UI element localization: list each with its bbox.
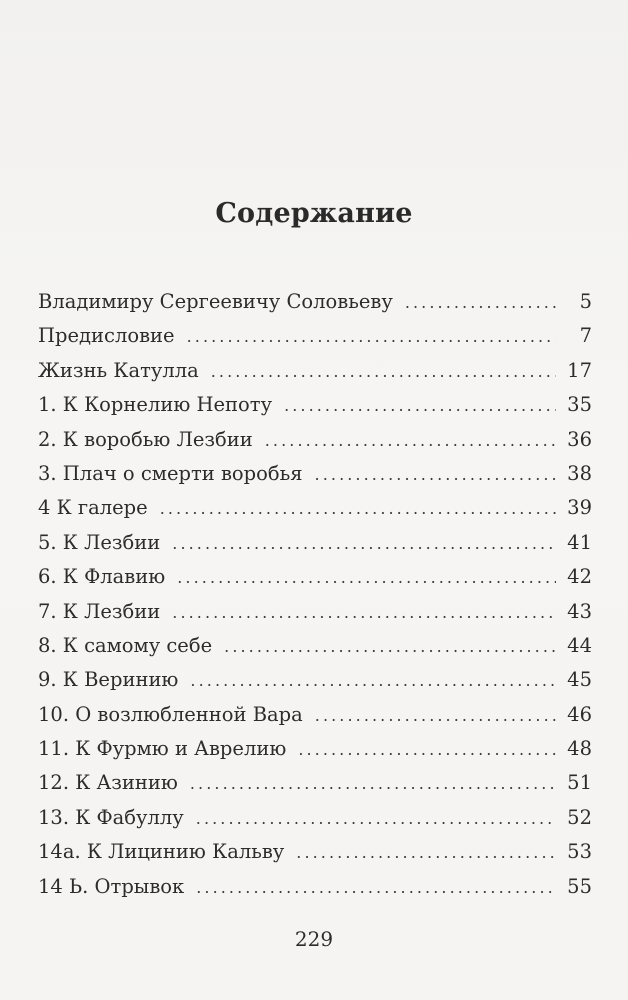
toc-entry-page: 39 [567, 496, 592, 520]
toc-entry-label: 1. К Корнелию Непоту [38, 393, 273, 417]
toc-entry-page: 45 [567, 668, 592, 692]
toc-entry-label: Владимиру Сергеевичу Соловьеву [38, 290, 393, 313]
toc-entry-page: 42 [567, 565, 592, 589]
toc-entry-page: 38 [567, 461, 592, 485]
toc-entry [38, 354, 592, 388]
dot-leader [284, 389, 556, 423]
dot-leader [298, 733, 556, 767]
toc-entry-page: 43 [567, 599, 592, 623]
toc-entry [38, 526, 592, 560]
toc-entry-page: 46 [567, 702, 592, 726]
dot-leader [160, 492, 556, 526]
dot-leader [224, 630, 556, 664]
toc-entry-page: 44 [567, 633, 592, 657]
toc-entry-label: 10. О возлюбленной Вара [38, 702, 303, 726]
toc-entry-page: 17 [567, 358, 592, 382]
toc-entry-label: 14а. К Лицинию Кальву [38, 840, 285, 864]
toc-entry-label: 3. Плач о смерти воробья [38, 461, 303, 485]
toc-entry-label: Жизнь Катулла [38, 358, 199, 382]
toc-entry-page: 5 [579, 290, 592, 313]
dot-leader [190, 664, 556, 698]
toc-entry-label: 9. К Веринию [38, 668, 179, 692]
toc-entry-page: 51 [567, 771, 592, 795]
dot-leader [190, 767, 556, 801]
toc-entry [38, 801, 592, 835]
dot-leader [315, 699, 556, 733]
toc-entry-label: Предисловие [38, 324, 175, 348]
page-number: 229 [294, 927, 334, 951]
dot-leader [172, 527, 556, 561]
toc-entry [38, 663, 592, 697]
toc-entry-label: 8. К самому себе [38, 633, 213, 657]
toc-entry-page: 7 [579, 324, 592, 348]
toc-entry-label: 6. К Флавию [38, 565, 166, 589]
toc-entry [38, 870, 592, 904]
toc-entry-label: 12. К Азинию [38, 771, 178, 795]
dot-leader [187, 320, 556, 354]
toc-entry [38, 491, 592, 525]
toc-entry [38, 732, 592, 766]
toc-entry-page: 35 [567, 393, 592, 417]
dot-leader [177, 561, 556, 595]
toc-entry [38, 319, 592, 353]
toc-entry [38, 560, 592, 594]
toc-entry [38, 423, 592, 457]
toc-entry-page: 55 [567, 874, 592, 898]
dot-leader [196, 802, 556, 836]
toc-entry [38, 698, 592, 732]
dot-leader [196, 871, 556, 905]
dot-leader [211, 355, 556, 389]
toc-entry-label: 13. К Фабуллу [38, 805, 184, 829]
toc-entry [38, 835, 592, 869]
toc-entry-label: 11. К Фурмю и Аврелию [38, 737, 287, 761]
toc-entry [38, 388, 592, 422]
toc-entry-page: 48 [567, 737, 592, 761]
toc-entry-label: 14 Ь. Отрывок [38, 874, 185, 898]
toc-entry-label: 4 К галере [38, 496, 148, 520]
toc-entry-label: 2. К воробью Лезбии [38, 427, 253, 451]
toc-entry [38, 629, 592, 663]
dot-leader [265, 424, 556, 458]
dot-leader [315, 458, 556, 492]
toc-entry-page: 36 [567, 427, 592, 451]
page-title: Содержание [215, 198, 413, 229]
table-of-contents [38, 285, 592, 904]
dot-leader [405, 286, 556, 320]
toc-entry-page: 52 [567, 805, 592, 829]
toc-entry [38, 457, 592, 491]
toc-entry [38, 595, 592, 629]
toc-entry [38, 285, 592, 319]
dot-leader [172, 596, 556, 630]
toc-entry-label: 7. К Лезбии [38, 599, 161, 623]
toc-entry [38, 766, 592, 800]
toc-entry-label: 5. К Лезбии [38, 530, 161, 554]
dot-leader [296, 836, 556, 870]
toc-entry-page: 41 [567, 530, 592, 554]
toc-entry-page: 53 [567, 840, 592, 864]
